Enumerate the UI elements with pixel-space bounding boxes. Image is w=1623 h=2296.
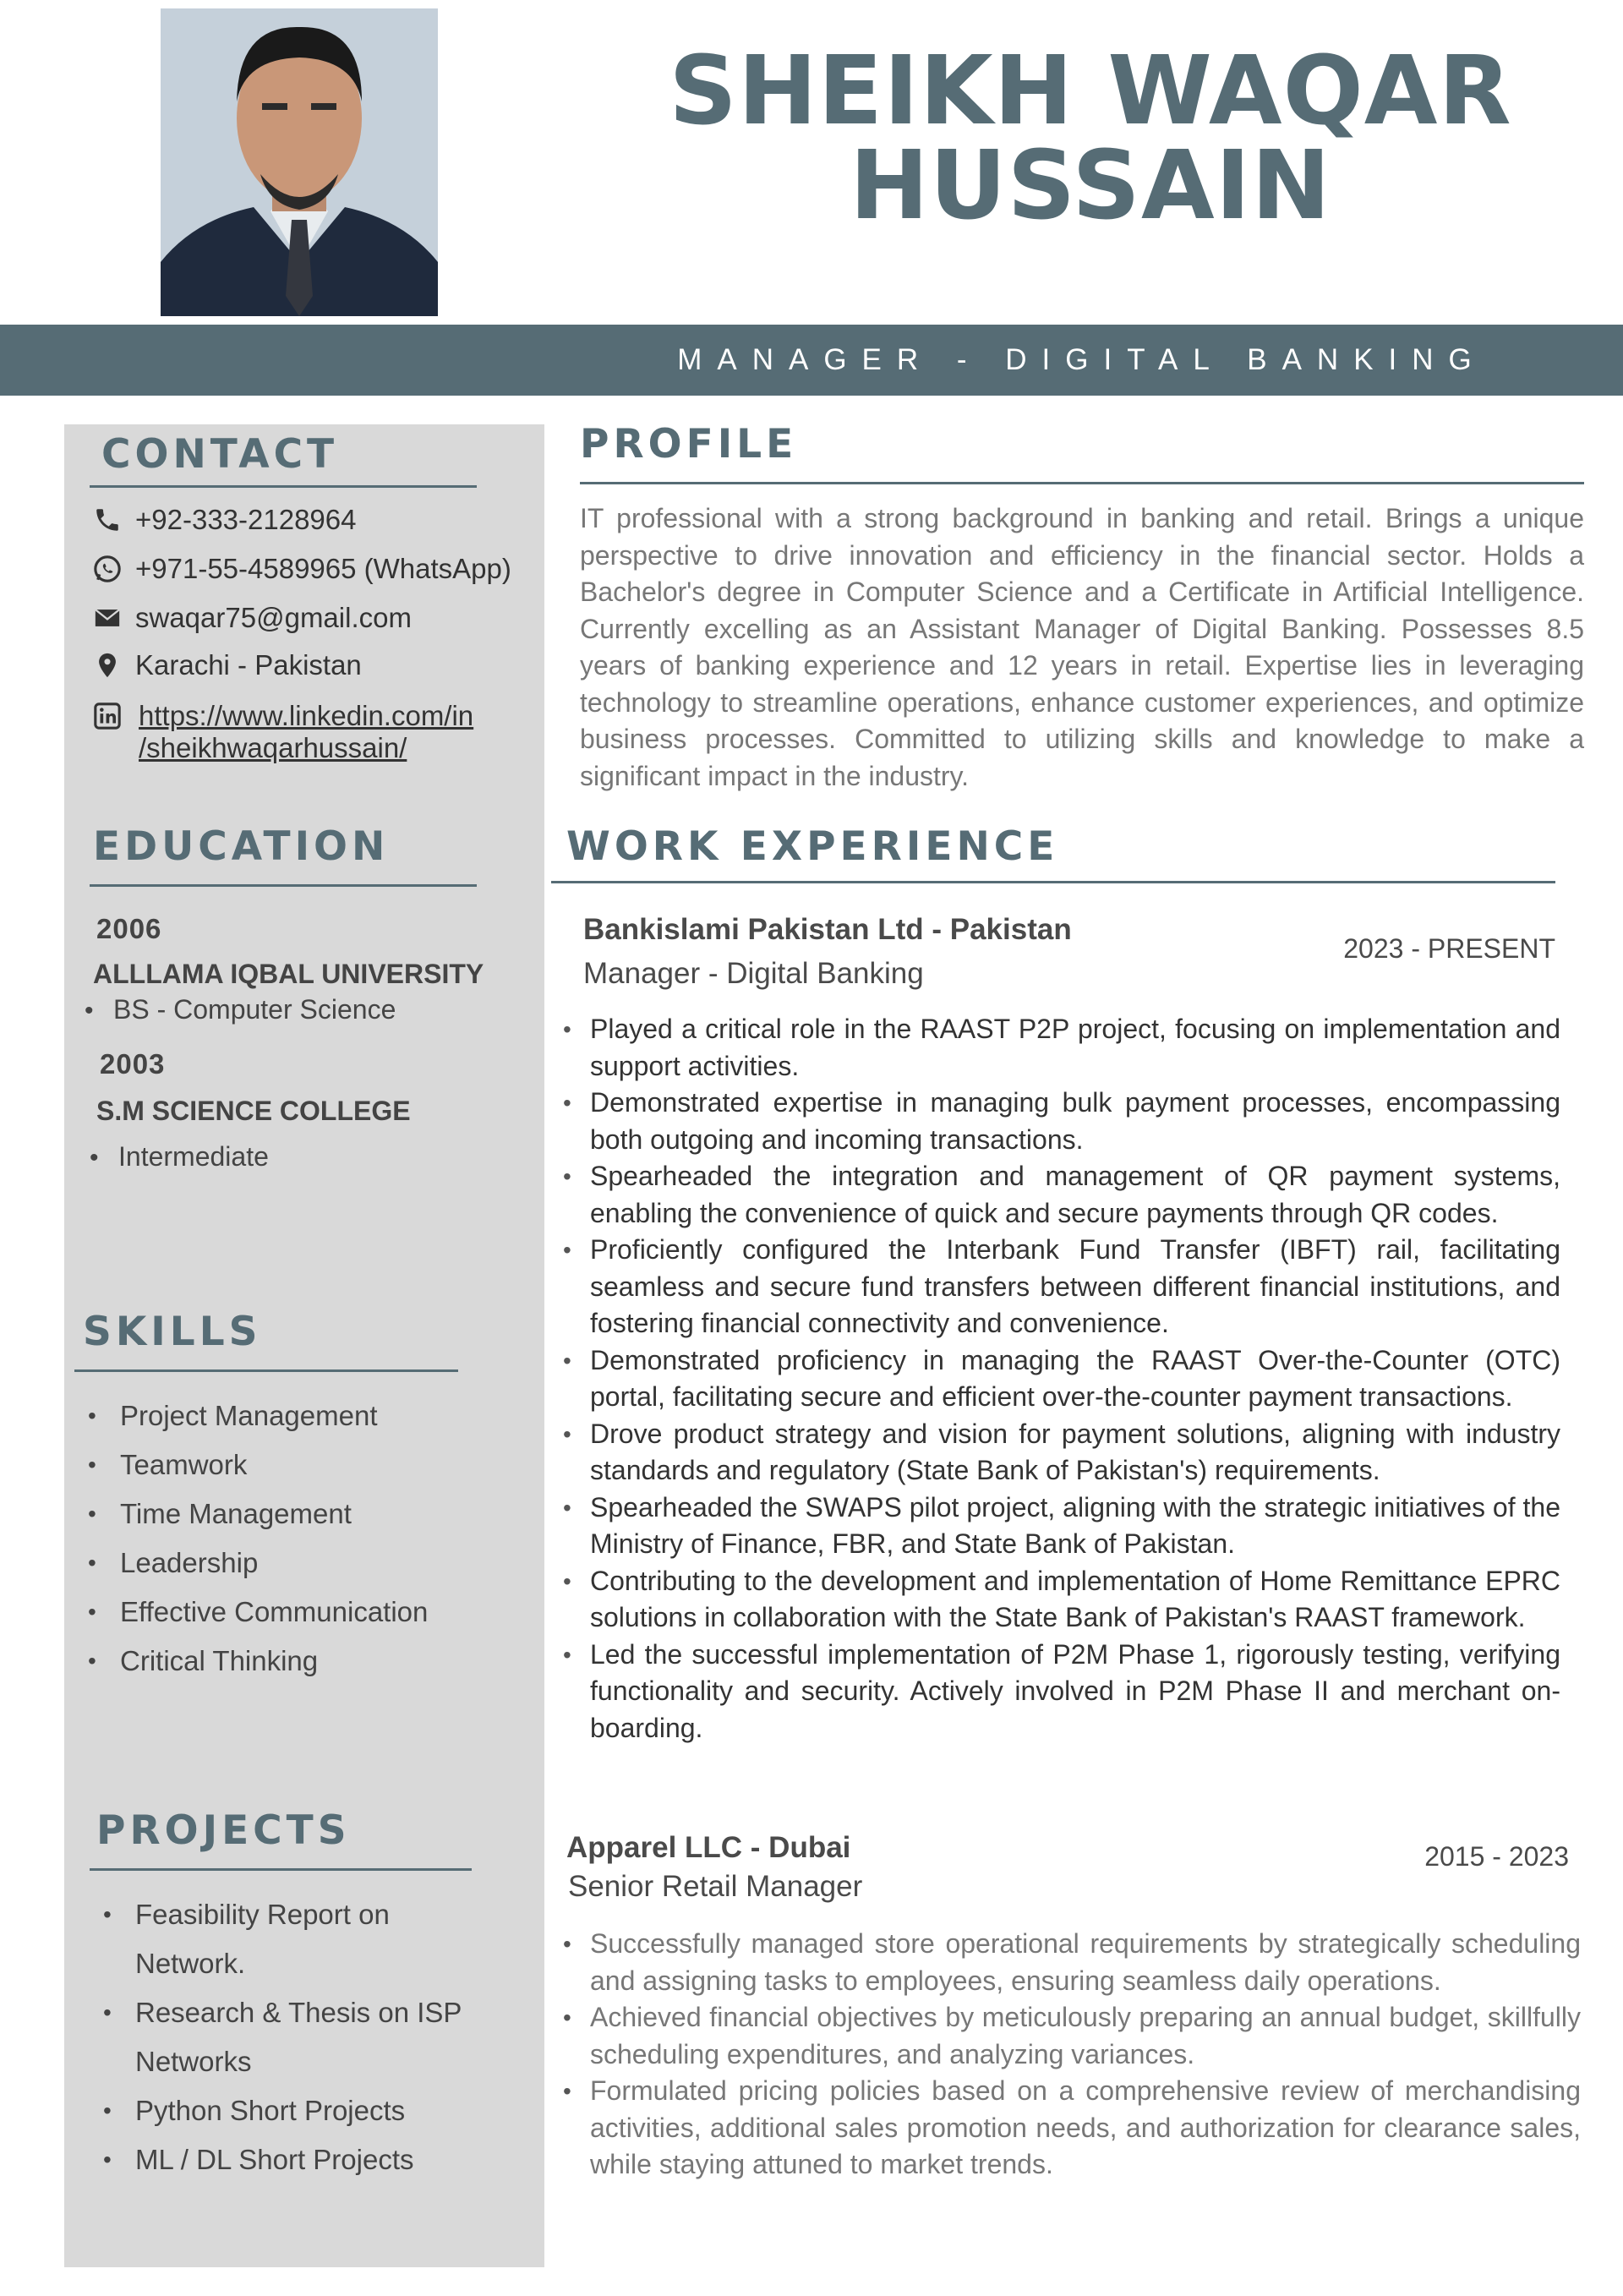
skills-divider — [74, 1369, 458, 1372]
skills-list — [64, 1391, 538, 1686]
contact-phone — [91, 504, 357, 536]
education-year: 2006 — [96, 913, 162, 944]
whatsapp-number: +971-55-4589965 (WhatsApp) — [135, 553, 511, 584]
work-experience-divider — [551, 881, 1555, 883]
contact-email — [91, 602, 412, 634]
linkedin-link-line-1[interactable]: https://www.linkedin.com/in — [139, 700, 474, 731]
job-company: Apparel LLC - Dubai — [566, 1831, 851, 1864]
projects-divider — [90, 1868, 472, 1871]
linkedin-link[interactable] — [139, 700, 473, 764]
education-degree: • BS - Computer Science — [85, 994, 396, 1025]
responsibility-item: • Played a critical role in the RAAST P2P project, focusing on implementation and support activities. — [590, 1011, 1560, 1085]
title-banner — [0, 325, 1623, 396]
project-line: Network. — [135, 1948, 246, 1979]
contact-divider — [90, 485, 477, 488]
responsibility-item: • Led the successful implementation of P2M Phase 1, rigorously testing, verifying functionality and security. Actively involved in P2M Phase II and merchant on-boarding. — [590, 1637, 1560, 1747]
education-heading: EDUCATION — [93, 823, 390, 870]
job-title: Senior Retail Manager — [568, 1870, 863, 1903]
skill-item: • Effective Communication — [64, 1588, 538, 1637]
linkedin-link-line-2[interactable]: /sheikhwaqarhussain/ — [139, 732, 407, 763]
responsibility-item: • Proficiently configured the Interbank Fund Transfer (IBFT) rail, facilitating seamless and secure fund transfers between different financial institutions, and fostering financial connectivity and convenience. — [590, 1232, 1560, 1342]
job-company: Bankislami Pakistan Ltd - Pakistan — [583, 913, 1072, 946]
project-line: • ML / DL Short Projects — [135, 2144, 414, 2175]
whatsapp-icon — [91, 553, 123, 585]
projects-heading: PROJECTS — [96, 1807, 351, 1854]
project-line: • Python Short Projects — [135, 2095, 406, 2126]
job-responsibilities — [590, 1011, 1560, 1747]
responsibility-item: • Contributing to the development and implementation of Home Remittance EPRC solutions in collaboration with the State Bank of Pakistan's RAAST framework. — [590, 1563, 1560, 1637]
profile-photo — [161, 8, 438, 316]
contact-linkedin — [91, 700, 473, 764]
project-line: • Research & Thesis on ISP — [135, 1997, 462, 2028]
contact-whatsapp — [91, 553, 511, 585]
phone-icon — [91, 504, 123, 536]
skill-item: • Project Management — [64, 1391, 538, 1440]
job-title-banner: MANAGER - DIGITAL BANKING — [677, 343, 1487, 376]
job-title: Manager - Digital Banking — [583, 957, 924, 990]
candidate-name — [642, 36, 1538, 241]
responsibility-item: • Demonstrated proficiency in managing the RAAST Over-the-Counter (OTC) portal, facilitating secure and efficient over-the-counter payment transactions. — [590, 1342, 1560, 1416]
education-institution: ALLLAMA IQBAL UNIVERSITY — [93, 959, 484, 989]
location-pin-icon — [91, 649, 123, 681]
education-institution: S.M SCIENCE COLLEGE — [96, 1096, 411, 1126]
responsibility-item: • Formulated pricing policies based on a comprehensive review of merchandising activities, additional sales promotion needs, and authorization for clearance sales, while staying attuned to market trends. — [590, 2073, 1581, 2184]
contact-location — [91, 649, 362, 681]
job-responsibilities — [590, 1926, 1581, 2184]
skill-item: • Leadership — [64, 1539, 538, 1588]
work-experience-heading: WORK EXPERIENCE — [566, 823, 1059, 870]
projects-list — [79, 1890, 536, 2184]
profile-divider — [580, 482, 1584, 484]
job-dates: 2023 - PRESENT — [1343, 933, 1555, 964]
responsibility-item: • Successfully managed store operational requirements by strategically scheduling and assigning tasks to employees, ensuring seamless daily operations. — [590, 1926, 1581, 1999]
phone-number: +92-333-2128964 — [135, 504, 357, 535]
project-item — [79, 2135, 536, 2184]
skill-item: • Teamwork — [64, 1440, 538, 1490]
job-dates: 2015 - 2023 — [1424, 1841, 1569, 1872]
contact-heading: CONTACT — [101, 431, 339, 478]
education-degree: • Intermediate — [90, 1141, 269, 1173]
skill-item: • Critical Thinking — [64, 1637, 538, 1686]
skills-heading: SKILLS — [83, 1309, 262, 1355]
profile-heading: PROFILE — [580, 421, 798, 467]
profile-summary: IT professional with a strong background in banking and retail. Brings a unique perspective to drive innovation and efficiency in the financial sector. Holds a Bachelor's degree in Computer Science and a Certificate in Artificial Intelligence. Currently excelling as an Assistant Manager of Digital Banking. Possesses 8.5 years of banking experience and 12 years in retail. Expertise lies in leveraging technology to streamline operations, enhance customer experiences, and optimize business processes. Committed to utilizing skills and knowledge to make a significant impact in the industry. — [580, 503, 1584, 791]
responsibility-item: • Demonstrated expertise in managing bulk payment processes, encompassing both outgoing and incoming transactions. — [590, 1085, 1560, 1158]
responsibility-item: • Drove product strategy and vision for payment solutions, aligning with industry standards and regulatory (State Bank of Pakistan's) requirements. — [590, 1416, 1560, 1490]
project-item — [79, 1988, 536, 2086]
project-item — [79, 2086, 536, 2135]
education-divider — [90, 884, 477, 887]
location-text: Karachi - Pakistan — [135, 649, 362, 681]
name-line-1: SHEIKH WAQAR — [669, 36, 1512, 146]
education-year: 2003 — [100, 1048, 166, 1080]
responsibility-item: • Spearheaded the SWAPS pilot project, aligning with the strategic initiatives of the Ministry of Finance, FBR, and State Bank of Pakistan. — [590, 1490, 1560, 1563]
email-address[interactable]: swaqar75@gmail.com — [135, 602, 412, 633]
email-icon — [91, 602, 123, 634]
skill-item: • Time Management — [64, 1490, 538, 1539]
responsibility-item: • Spearheaded the integration and management of QR payment systems, enabling the convenience of quick and secure payments through QR codes. — [590, 1158, 1560, 1232]
name-line-2: HUSSAIN — [849, 131, 1332, 241]
project-line: Networks — [135, 2046, 252, 2077]
project-line: • Feasibility Report on — [135, 1899, 390, 1930]
linkedin-icon — [91, 700, 123, 732]
project-item — [79, 1890, 536, 1988]
responsibility-item: • Achieved financial objectives by meticulously preparing an annual budget, skillfully scheduling expenditures, and analyzing variances. — [590, 1999, 1581, 2073]
